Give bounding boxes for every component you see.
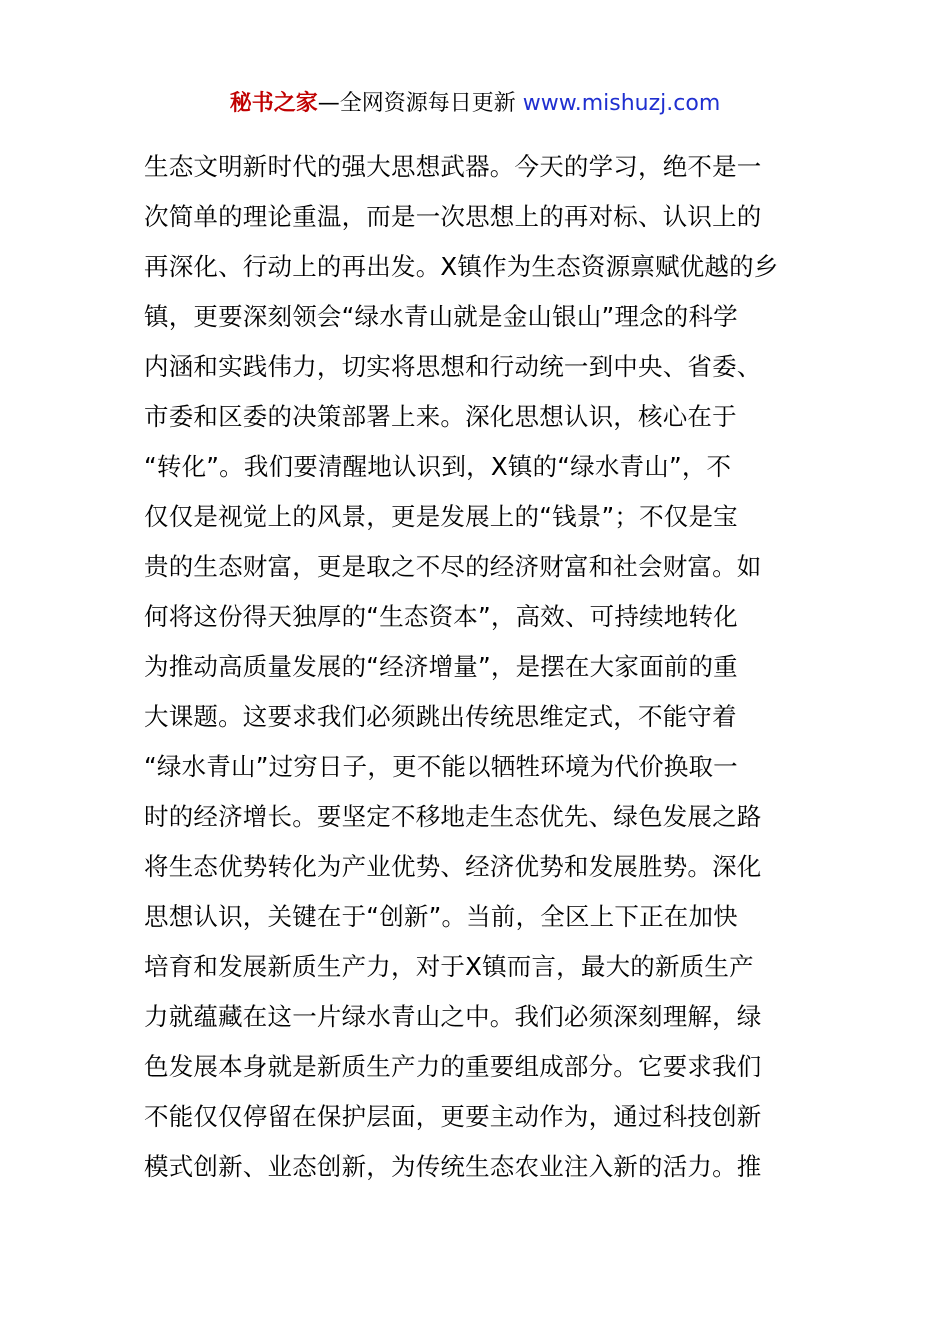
text-line: 镇，更要深刻领会“绿水青山就是金山银山”理念的科学 [144,302,738,331]
text-line: 思想认识，关键在于“创新”。当前，全区上下正在加快 [144,902,738,931]
text-line: 次简单的理论重温，而是一次思想上的再对标、认识上的 [144,202,762,231]
text-line: 再深化、行动上的再出发。X镇作为生态资源禀赋优越的乡 [144,252,779,281]
text-line: 力就蕴藏在这一片绿水青山之中。我们必须深刻理解，绿 [144,1002,762,1031]
text-line: 时的经济增长。要坚定不移地走生态优先、绿色发展之路 [144,802,762,831]
text-line: “绿水青山”过穷日子，更不能以牺牲环境为代价换取一 [144,752,738,781]
text-line: 大课题。这要求我们必须跳出传统思维定式，不能守着 [144,702,737,731]
text-line: “转化”。我们要清醒地认识到，X镇的“绿水青山”，不 [144,452,732,481]
text-line: 市委和区委的决策部署上来。深化思想认识，核心在于 [144,402,737,431]
page-header [0,88,950,120]
text-line: 色发展本身就是新质生产力的重要组成部分。它要求我们 [144,1052,762,1081]
text-line: 将生态优势转化为产业优势、经济优势和发展胜势。深化 [144,852,762,881]
text-line: 内涵和实践伟力，切实将思想和行动统一到中央、省委、 [144,352,762,381]
header-tagline: —全网资源每日更新 [317,91,523,116]
brand-name: 秘书之家 [229,91,318,116]
text-line: 何将这份得天独厚的“生态资本”，高效、可持续地转化 [144,602,738,631]
text-line: 生态文明新时代的强大思想武器。今天的学习，绝不是一 [144,152,762,181]
text-line: 培育和发展新质生产力，对于X镇而言，最大的新质生产 [144,952,754,981]
document-body [144,142,824,1192]
text-line: 模式创新、业态创新，为传统生态农业注入新的活力。推 [144,1152,762,1181]
website-url[interactable]: www.mishuzj.com [522,91,721,116]
text-line: 为推动高质量发展的“经济增量”，是摆在大家面前的重 [144,652,738,681]
text-line: 仅仅是视觉上的风景，更是发展上的“钱景”；不仅是宝 [144,502,738,531]
text-line: 贵的生态财富，更是取之不尽的经济财富和社会财富。如 [144,552,762,581]
text-line: 不能仅仅停留在保护层面，更要主动作为，通过科技创新 [144,1102,762,1131]
